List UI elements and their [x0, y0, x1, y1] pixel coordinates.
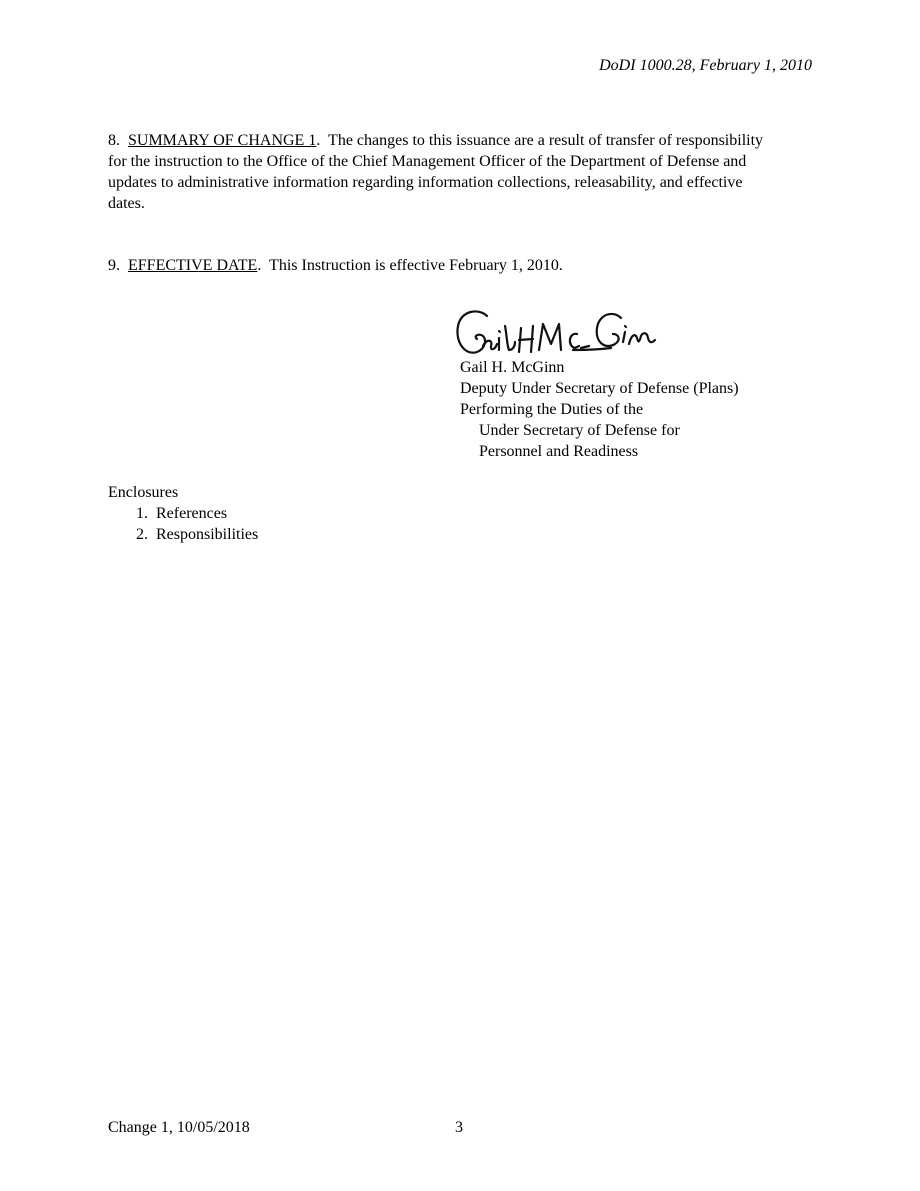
signer-title-line-4: Personnel and Readiness: [479, 443, 639, 460]
footer-change-note: Change 1, 10/05/2018: [108, 1119, 250, 1136]
section-8-paragraph: 8. SUMMARY OF CHANGE 1. The changes to this issuance are a result of transfer of responsibility for the instruction to the Office of the Chief Management Officer of the Department of Defense and updates to administrative information regarding information collections, releasability, and effective dates.: [108, 132, 764, 212]
section-9-heading: EFFECTIVE DATE: [128, 257, 258, 274]
signer-title-line-3: Under Secretary of Defense for: [479, 422, 680, 439]
section-9-body: This Instruction is effective February 1, 2010.: [269, 257, 563, 274]
signature-block: [460, 357, 860, 462]
footer-page-number: 3: [455, 1119, 463, 1136]
enclosure-item: 2. Responsibilities: [136, 526, 259, 543]
enclosure-item: 1. References: [136, 505, 228, 522]
enclosures-label: Enclosures: [108, 484, 179, 501]
section-9-number: 9.: [108, 257, 120, 274]
section-8-heading: SUMMARY OF CHANGE 1: [128, 132, 317, 149]
section-8-number: 8.: [108, 132, 120, 149]
signer-title-line-1: Deputy Under Secretary of Defense (Plans): [460, 380, 739, 397]
section-9-paragraph: 9. EFFECTIVE DATE. This Instruction is effective February 1, 2010.: [108, 257, 563, 274]
running-header: DoDI 1000.28, February 1, 2010: [599, 57, 812, 74]
signer-name: Gail H. McGinn: [460, 359, 565, 376]
handwritten-signature: [453, 306, 673, 364]
section-8-body: The changes to this issuance are a result of transfer of responsibility for the instruction to the Office of the Chief Management Officer of the Department of Defense and updates to administrative information regarding information collections, releasability, and effective dates.: [108, 132, 764, 212]
enclosures-list: [108, 482, 258, 545]
signer-title-line-2: Performing the Duties of the: [460, 401, 644, 418]
